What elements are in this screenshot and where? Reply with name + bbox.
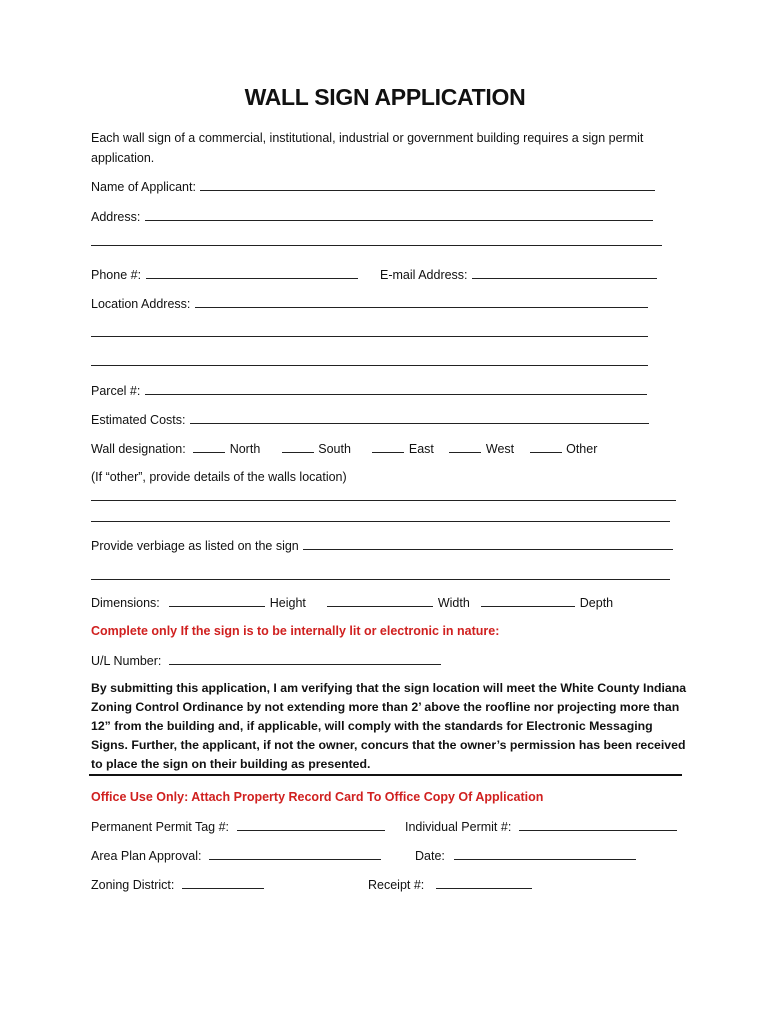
date-row <box>415 847 637 864</box>
address-field[interactable] <box>145 208 653 221</box>
area-plan-approval-field[interactable] <box>209 847 381 860</box>
wall-designation-label: Wall designation: <box>91 442 186 456</box>
depth-field[interactable] <box>481 594 575 607</box>
other-note: (If “other”, provide details of the walls location) <box>91 470 347 484</box>
email-label: E-mail Address: <box>380 268 468 282</box>
address-row <box>91 208 654 225</box>
address-label: Address: <box>91 210 141 224</box>
south-label: South <box>318 442 351 456</box>
wall-designation-row <box>91 440 597 457</box>
location-address-line-3[interactable] <box>91 365 648 366</box>
south-field[interactable] <box>282 440 314 453</box>
zoning-district-field[interactable] <box>182 876 264 889</box>
intro-text: Each wall sign of a commercial, institutional, industrial or government building requires a sign permit application. <box>91 131 644 165</box>
location-address-label: Location Address: <box>91 297 191 311</box>
parcel-label: Parcel #: <box>91 384 141 398</box>
area-plan-approval-row <box>91 847 382 864</box>
parcel-row <box>91 382 648 399</box>
east-field[interactable] <box>372 440 404 453</box>
applicant-name-field[interactable] <box>200 178 655 191</box>
parcel-field[interactable] <box>145 382 647 395</box>
individual-permit-field[interactable] <box>519 818 677 831</box>
ul-number-row <box>91 652 442 669</box>
verbiage-field[interactable] <box>303 537 673 550</box>
verbiage-label: Provide verbiage as listed on the sign <box>91 539 299 553</box>
west-label: West <box>485 442 515 456</box>
lit-notice: Complete only If the sign is to be internally lit or electronic in nature: <box>91 624 500 638</box>
height-field[interactable] <box>169 594 265 607</box>
area-plan-approval-label: Area Plan Approval: <box>91 849 202 863</box>
location-address-line-2[interactable] <box>91 336 648 337</box>
permanent-permit-tag-field[interactable] <box>237 818 385 831</box>
dimensions-row <box>91 594 613 611</box>
estimated-costs-label: Estimated Costs: <box>91 413 186 427</box>
east-label: East <box>408 442 434 456</box>
applicant-name-row <box>91 178 656 195</box>
permanent-permit-tag-label: Permanent Permit Tag #: <box>91 820 230 834</box>
dimensions-label: Dimensions: <box>91 596 160 610</box>
individual-permit-label: Individual Permit #: <box>405 820 512 834</box>
depth-label: Depth <box>579 596 614 610</box>
date-label: Date: <box>415 849 445 863</box>
estimated-costs-row <box>91 411 650 428</box>
other-label: Other <box>566 442 598 456</box>
width-field[interactable] <box>327 594 433 607</box>
applicant-name-label: Name of Applicant: <box>91 180 196 194</box>
north-label: North <box>229 442 261 456</box>
phone-label: Phone #: <box>91 268 142 282</box>
other-field[interactable] <box>530 440 562 453</box>
ul-number-field[interactable] <box>169 652 441 665</box>
verbiage-line-2[interactable] <box>91 579 670 580</box>
email-row <box>380 266 658 283</box>
zoning-district-label: Zoning District: <box>91 878 175 892</box>
location-address-field[interactable] <box>195 295 648 308</box>
address-line-2[interactable] <box>91 245 662 246</box>
other-details-line-1[interactable] <box>91 500 676 501</box>
permanent-permit-tag-row <box>91 818 386 835</box>
ul-number-label: U/L Number: <box>91 654 162 668</box>
office-use-heading: Office Use Only: Attach Property Record Card To Office Copy Of Application <box>91 790 544 804</box>
individual-permit-row <box>405 818 678 835</box>
receipt-row <box>368 876 533 893</box>
north-field[interactable] <box>193 440 225 453</box>
location-address-row <box>91 295 649 312</box>
other-details-line-2[interactable] <box>91 521 670 522</box>
zoning-district-row <box>91 876 265 893</box>
height-label: Height <box>269 596 306 610</box>
page-title: WALL SIGN APPLICATION <box>244 84 526 110</box>
verification-statement: By submitting this application, I am verifying that the sign location will meet the White County Indiana Zoning Control Ordinance by not extending more than 2’ above the roofline nor projecting more than 12” from the building and, if applicable, will comply with the standards for Electronic Messaging Signs. Further, the applicant, if not the owner, concurs that the owner’s permission has been received to place the sign on their building as presented. <box>91 681 687 771</box>
receipt-field[interactable] <box>436 876 532 889</box>
verbiage-row <box>91 537 674 554</box>
west-field[interactable] <box>449 440 481 453</box>
date-field[interactable] <box>454 847 636 860</box>
estimated-costs-field[interactable] <box>190 411 649 424</box>
phone-row <box>91 266 359 283</box>
width-label: Width <box>437 596 470 610</box>
receipt-label: Receipt #: <box>368 878 425 892</box>
section-divider <box>89 774 682 776</box>
email-field[interactable] <box>472 266 657 279</box>
phone-field[interactable] <box>146 266 358 279</box>
